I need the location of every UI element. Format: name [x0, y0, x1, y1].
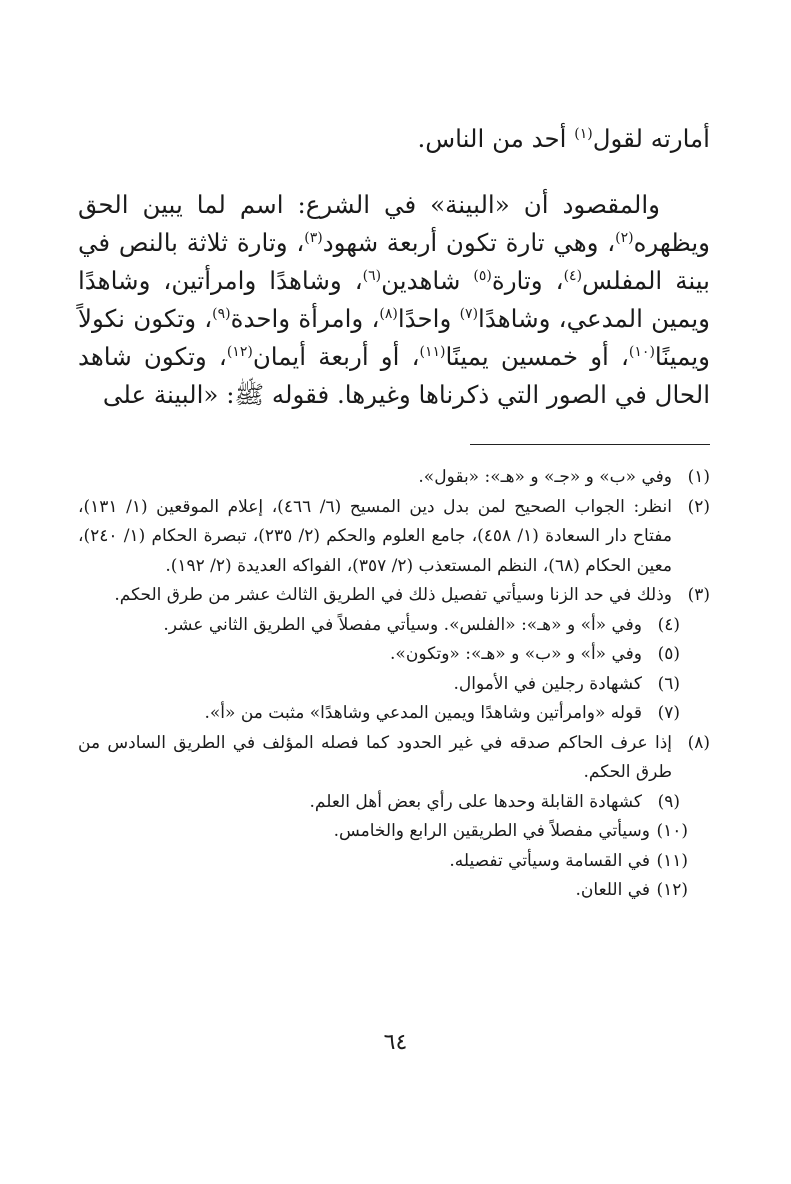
- text-run: ، وتكون نكولاً ويمينًا: [78, 304, 710, 371]
- footnote-text: إذا عرف الحاكم صدقه في غير الحدود كما فصله المؤلف في الطريق السادس من طرق الحكم.: [78, 732, 672, 782]
- footnote-text: كشهادة رجلين في الأموال.: [453, 673, 642, 694]
- footnote-number: (٩): [657, 791, 680, 812]
- footnote-ref-11[interactable]: (١١): [419, 344, 446, 360]
- footnote-ref-6[interactable]: (٦): [362, 268, 382, 284]
- footnote-number: (٥): [657, 644, 680, 664]
- footnote-number: (١): [687, 467, 710, 487]
- footnote-number: (٢): [687, 496, 710, 517]
- text-run: ، وشاهدًا وامرأتين، وشاهدًا ويمين المدعي، وشاهدًا: [78, 266, 710, 333]
- text-run: ، وتارة ثلاثة بالنص في بينة المفلس: [78, 228, 710, 295]
- text-run: أحد من الناس.: [417, 124, 575, 153]
- footnote-6: [78, 670, 710, 700]
- text-run: ، وهي تارة تكون أربعة شهود: [322, 228, 616, 257]
- paragraph-1: [78, 120, 710, 158]
- footnote-number: (٣): [687, 585, 710, 605]
- footnote-text: وفي «أ» و «هـ»: «الفلس». وسيأتي مفصلاً في الطريق الثاني عشر.: [163, 614, 642, 635]
- footnote-number: (٨): [687, 732, 710, 753]
- text-run: والمقصود أن «البينة» في الشرع: اسم لما يبين الحق ويظهره: [78, 190, 710, 257]
- text-run: ، وتارة: [491, 266, 564, 295]
- footnote-text: كشهادة القابلة وحدها على رأي بعض أهل العلم.: [309, 791, 642, 812]
- footnote-10: [78, 817, 710, 847]
- page-content: [78, 120, 710, 906]
- footnote-ref-10[interactable]: (١٠): [628, 344, 655, 360]
- footnote-12: [78, 876, 710, 906]
- main-text: [78, 120, 710, 414]
- text-run: ، أو خمسين يمينًا: [445, 342, 629, 371]
- footnote-text: في اللعان.: [575, 880, 650, 900]
- footnote-8: [78, 729, 710, 788]
- footnote-ref-3[interactable]: (٣): [304, 230, 323, 246]
- text-run: واحدًا: [397, 304, 460, 333]
- footnote-number: (٦): [657, 673, 680, 694]
- footnote-ref-8[interactable]: (٨): [379, 306, 398, 322]
- footnote-11: [78, 847, 710, 877]
- footnote-text: في القسامة وسيأتي تفصيله.: [449, 850, 650, 871]
- footnote-7: [78, 699, 710, 729]
- footnote-ref-1[interactable]: (١): [574, 126, 593, 142]
- footnote-ref-5[interactable]: (٥): [473, 268, 492, 284]
- footnote-ref-9[interactable]: (٩): [212, 306, 231, 322]
- footnote-1: [78, 463, 710, 493]
- text-run: ، وامرأة واحدة: [230, 304, 380, 333]
- text-run: ، وتكون شاهد الحال في الصور التي ذكرناها وغيرها. فقوله ﷺ: «البينة على: [78, 342, 710, 409]
- footnote-ref-2[interactable]: (٢): [615, 230, 634, 246]
- footnote-number: (١٢): [656, 880, 688, 900]
- footnote-ref-12[interactable]: (١٢): [226, 344, 253, 360]
- footnote-3: [78, 581, 710, 611]
- footnote-ref-7[interactable]: (٧): [459, 306, 479, 322]
- text-run: ، أو أربعة أيمان: [252, 342, 420, 371]
- footnote-5: [78, 640, 710, 670]
- paragraph-2: [78, 186, 710, 414]
- footnote-text: وفي «ب» و «جـ» و «هـ»: «بقول».: [418, 467, 672, 487]
- footnote-number: (١٠): [656, 821, 688, 841]
- footnote-text: وفي «أ» و «ب» و «هـ»: «وتكون».: [390, 644, 642, 664]
- footnote-text: انظر: الجواب الصحيح لمن بدل دين المسيح (٦/ ٤٦٦)، إعلام الموقعين (١/ ١٣١)، مفتاح دار السعادة (١/ ٤٥٨)، جامع العلوم والحكم (٢/ ٢٣٥)، تبصرة الحكام (١/ ٢٤٠)، معين الحكام (٦٨)، النظم المستعذب (٢/ ٣٥٧)، الفواكه العديدة (٢/ ١٩٢).: [78, 496, 672, 576]
- footnotes-section: [78, 463, 710, 906]
- footnote-number: (٤): [657, 614, 680, 635]
- footnote-4: [78, 611, 710, 641]
- text-run: أمارته لقول: [592, 124, 710, 153]
- text-run: شاهدين: [381, 266, 474, 295]
- footnote-text: قوله «وامرأتين وشاهدًا ويمين المدعي وشاهدًا» مثبت من «أ».: [204, 703, 642, 723]
- page-number: ٦٤: [383, 1030, 408, 1055]
- footnote-number: (١١): [656, 850, 688, 871]
- footnote-divider: [470, 444, 710, 445]
- footnote-text: وسيأتي مفصلاً في الطريقين الرابع والخامس.: [333, 821, 650, 841]
- footnote-9: [78, 788, 710, 818]
- footnote-ref-4[interactable]: (٤): [563, 268, 583, 284]
- footnote-2: [78, 493, 710, 582]
- footnote-text: وذلك في حد الزنا وسيأتي تفصيل ذلك في الطريق الثالث عشر من طرق الحكم.: [114, 585, 672, 605]
- footnote-number: (٧): [657, 703, 680, 723]
